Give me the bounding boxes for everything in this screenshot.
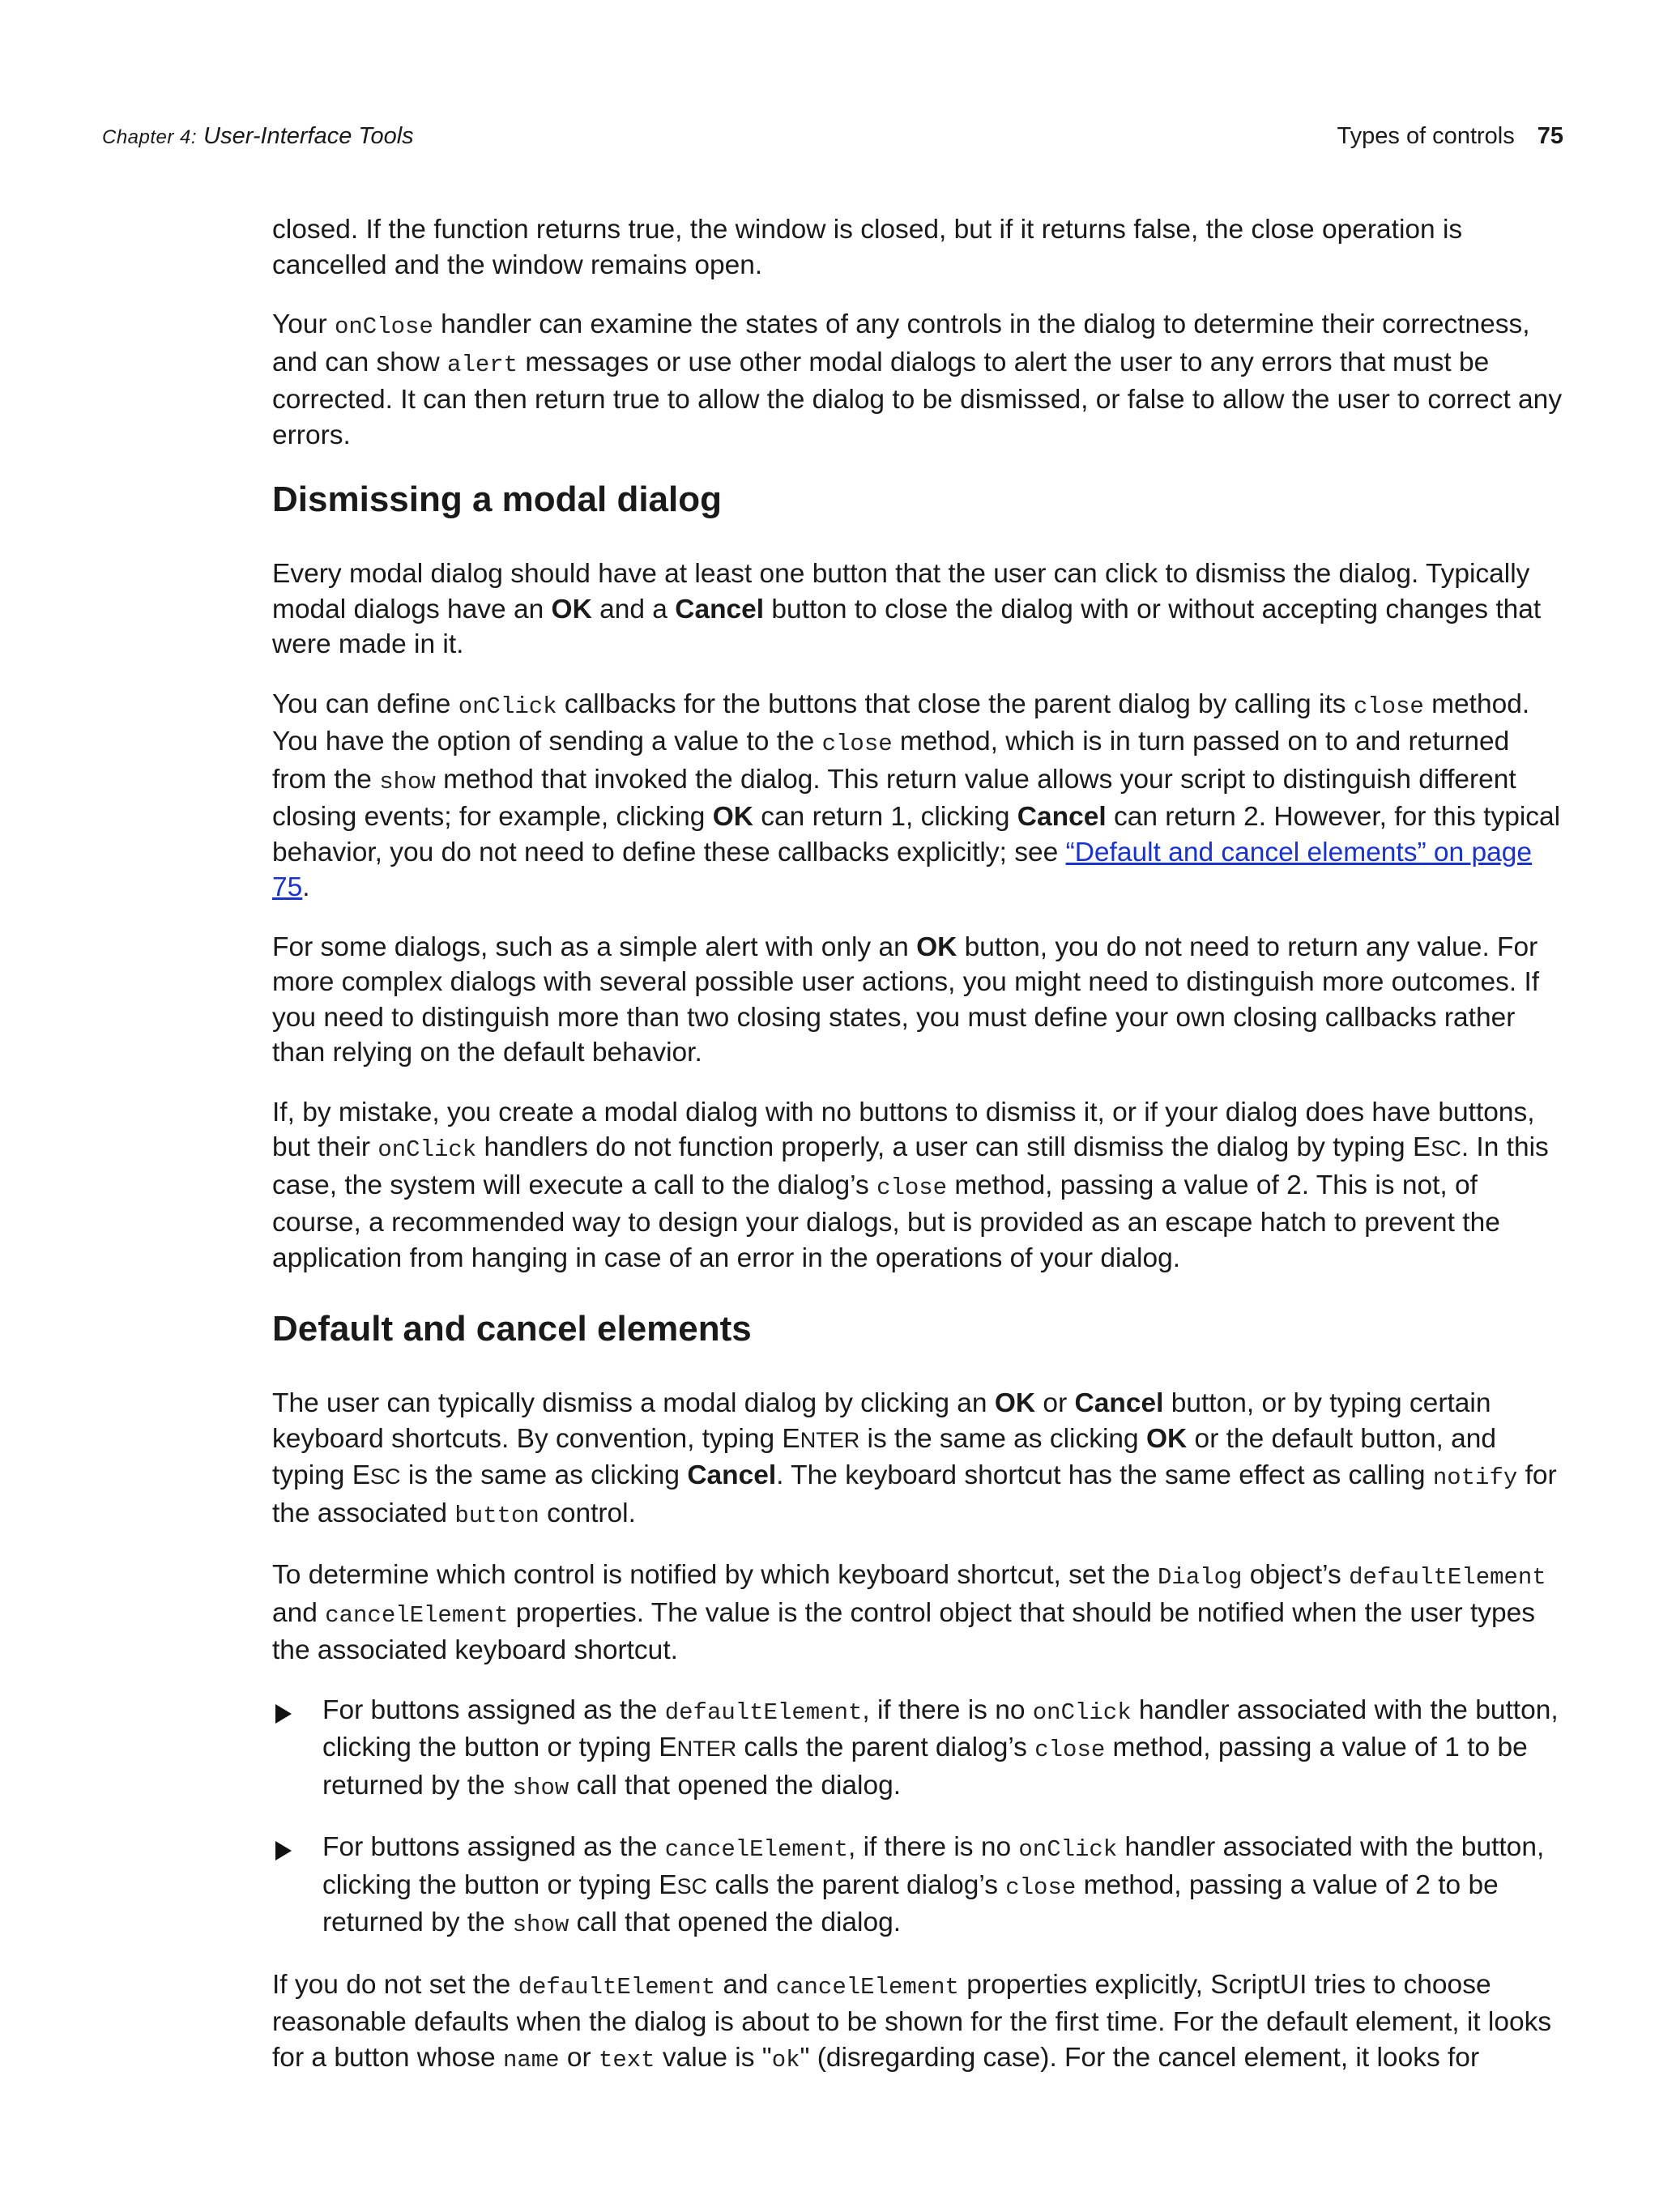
bullet-list bbox=[272, 1693, 1563, 1943]
list-item-cancel-element: For buttons assigned as the cancelElement, if there is no onClick handler associated with the button, clicking the button or typing ESC calls the parent dialog’s close method, passing a value of 2 to be returned by the show call that opened the dialog. bbox=[272, 1830, 1563, 1943]
paragraph-dismiss-button: Every modal dialog should have at least one button that the user can click to dismiss the dialog. Typically modal dialogs have an OK and a Cancel button to close the dialog with or without accepting changes that were made in it. bbox=[272, 559, 1542, 659]
section-title: Types of controls bbox=[1337, 123, 1515, 149]
heading-default-cancel-elements: Default and cancel elements bbox=[272, 1309, 752, 1349]
paragraph-escape-hatch: If, by mistake, you create a modal dialog with no buttons to dismiss it, or if your dialog does have buttons, but their onClick handlers do not function properly, a user can still dismiss the dialog by typing ESC. In this case, the system will execute a call to the dialog’s close method, passing a value of 2. This is not, of course, a recommended way to design your dialogs, but is provided as an escape hatch to prevent the application from hanging in case of an error in the operations of your dialog. bbox=[272, 1097, 1549, 1273]
paragraph-onclose-handler: Your onClose handler can examine the states of any controls in the dialog to determine their correctness, and can show alert messages or use other modal dialogs to alert the user to any errors that must be corrected. It can then return true to allow the dialog to be dismissed, or false to allow the user to correct any errors. bbox=[272, 309, 1563, 450]
page-number: 75 bbox=[1537, 123, 1563, 149]
section-heading bbox=[1337, 123, 1563, 150]
chapter-label: Chapter 4: bbox=[102, 126, 198, 148]
chapter-heading bbox=[102, 123, 414, 150]
running-header bbox=[102, 123, 1563, 164]
paragraph-default-cancel-properties: To determine which control is notified by which keyboard shortcut, set the Dialog object’s defaultElement and cancelElement properties. The value is the control object that should be notified when the user types the associated keyboard shortcut. bbox=[272, 1560, 1546, 1665]
bullet-triangle-icon bbox=[275, 1704, 292, 1724]
paragraph-onclick-callbacks: You can define onClick callbacks for the buttons that close the parent dialog by calling its close method. You have the option of sending a value to the close method, which is in turn passed on to and returned from the show method that invoked the dialog. This return value allows your script to distinguish different closing events; for example, clicking OK can return 1, clicking Cancel can return 2. However, for this typical behavior, you do not need to define these callbacks explicitly; see “Default and cancel elements” on page 75. bbox=[272, 688, 1561, 902]
heading-dismissing-modal-dialog: Dismissing a modal dialog bbox=[272, 479, 723, 519]
cross-reference-link[interactable]: “Default and cancel elements” on page 75 bbox=[272, 837, 1533, 902]
bullet-triangle-icon bbox=[275, 1841, 292, 1860]
paragraph-keyboard-shortcuts: The user can typically dismiss a modal dialog by clicking an OK or Cancel button, or by typing certain keyboard shortcuts. By convention, typing ENTER is the same as clicking OK or the default button, and typing ESC is the same as clicking Cancel. The keyboard shortcut has the same effect as calling notify for the associated button control. bbox=[272, 1388, 1557, 1529]
paragraph-window-closed: closed. If the function returns true, the window is closed, but if it returns false, the close operation is cancelled and the window remains open. bbox=[272, 215, 1463, 280]
paragraph-scriptui-defaults: If you do not set the defaultElement and cancelElement properties explicitly, ScriptUI tries to choose reasonable defaults when the dialog is about to be shown for the first time. For the default element, it looks for a button whose name or text value is "ok" (disregarding case). For the cancel element, it looks for bbox=[272, 1969, 1552, 2073]
paragraph-simple-alert: For some dialogs, such as a simple alert with only an OK button, you do not need to return any value. For more complex dialogs with several possible user actions, you might need to distinguish more outcomes. If you need to distinguish more than two closing states, you must define your own closing callbacks rather than relying on the default behavior. bbox=[272, 931, 1540, 1068]
chapter-title: User-Interface Tools bbox=[203, 123, 414, 149]
list-item-default-element: For buttons assigned as the defaultElement, if there is no onClick handler associated with the button, clicking the button or typing ENTER calls the parent dialog’s close method, passing a value of 1 to be returned by the show call that opened the dialog. bbox=[272, 1693, 1563, 1806]
page-body bbox=[272, 212, 1563, 2102]
